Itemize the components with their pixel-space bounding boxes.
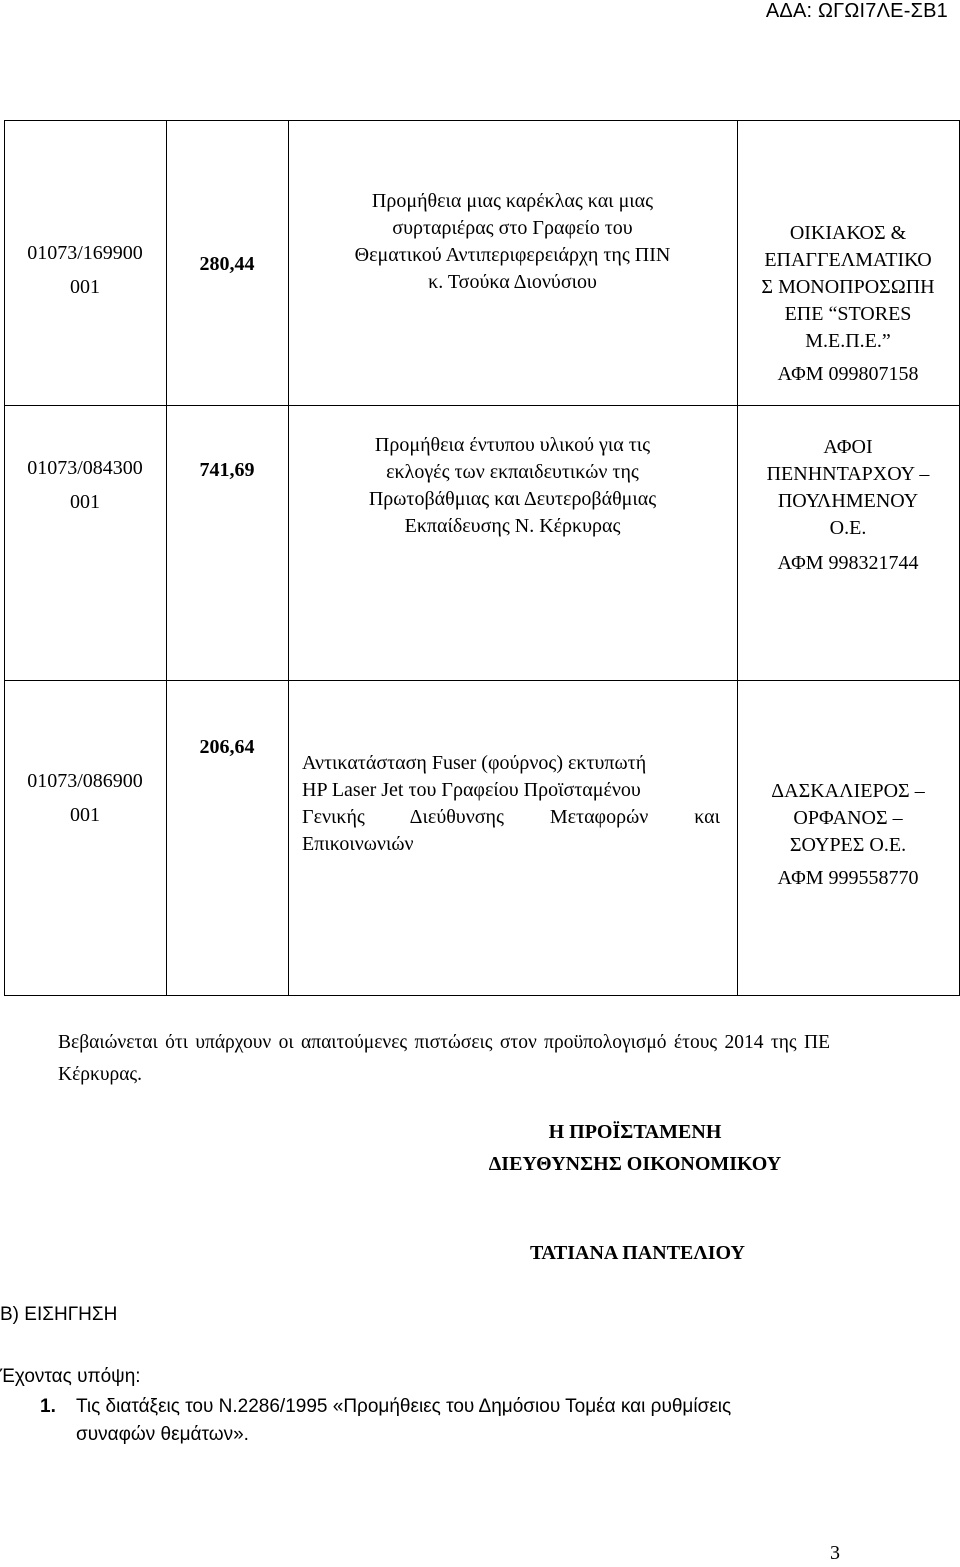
description: Αντικατάσταση Fuser (φούρνος) εκτυπωτή HP Laser Jet του Γραφείου Προϊσταμένου Γενικής Διεύθυνσης Μεταφορών και Επικοινωνιών (302, 752, 720, 855)
amount: 741,69 (199, 459, 255, 481)
amount: 280,44 (199, 253, 255, 275)
supplier: ΑΦΟΙ ΠΕΝΗΝΤΑΡΧΟΥ – ΠΟΥΛΗΜΕΝΟΥ Ο.Ε. ΑΦΜ 998321744 (766, 436, 930, 574)
supplier: ΟΙΚΙΑΚΟΣ & ΕΠΑΓΓΕΛΜΑΤΙΚΟ Σ ΜΟΝΟΠΡΟΣΩΠΗ ΕΠΕ “STORES Μ.Ε.Π.Ε.” ΑΦΜ 099807158 (761, 222, 935, 385)
budget-code: 01073/084300 001 (27, 457, 143, 513)
signature-title: Η ΠΡΟΪΣΤΑΜΕΝΗ ΔΙΕΥΘΥΝΣΗΣ ΟΙΚΟΝΟΜΙΚΟΥ (488, 1121, 782, 1175)
signatory-name: ΤΑΤΙΑΝΑ ΠΑΝΤΕΛΙΟΥ (530, 1242, 745, 1264)
description: Προμήθεια έντυπου υλικού για τις εκλογές των εκπαιδευτικών της Πρωτοβάθμιας και Δευτεροβάθμιας Εκπαίδευσης Ν. Κέρκυρας (368, 434, 657, 537)
table-border-bottom (4, 995, 960, 996)
list-number: 1. (40, 1396, 56, 1417)
description: Προμήθεια μιας καρέκλας και μιας συρταριέρας στο Γραφείο του Θεματικού Αντιπεριφερειάρχη της ΠΙΝ κ. Τσούκα Διονύσιου (354, 190, 671, 293)
certification-text: Βεβαιώνεται ότι υπάρχουν οι απαιτούμενες πιστώσεις στον προϋπολογισμό έτους 2014 της ΠΕ Κέρκυρας. (58, 1032, 830, 1085)
supplier: ΔΑΣΚΑΛΙΕΡΟΣ – ΟΡΦΑΝΟΣ – ΣΟΥΡΕΣ Ο.Ε. ΑΦΜ 999558770 (771, 780, 925, 889)
budget-code: 01073/086900 001 (27, 770, 143, 826)
ada-code: ΑΔΑ: ΩΓΩΙ7ΛΕ-ΣΒ1 (765, 0, 948, 22)
section-intro: Έχοντας υπόψη: (0, 1366, 141, 1387)
section-heading: Β) ΕΙΣΗΓΗΣΗ (0, 1304, 118, 1325)
list-text-continued: συναφών θεμάτων». (76, 1424, 249, 1445)
row-divider (4, 680, 960, 681)
table-border-top (4, 120, 960, 121)
list-text: Τις διατάξεις του Ν.2286/1995 «Προμήθειες του Δημόσιου Τομέα και ρυθμίσεις (76, 1396, 732, 1417)
page-number: 3 (830, 1542, 840, 1564)
budget-code: 01073/169900 001 (27, 242, 143, 298)
row-divider (4, 405, 960, 406)
amount: 206,64 (199, 736, 255, 758)
